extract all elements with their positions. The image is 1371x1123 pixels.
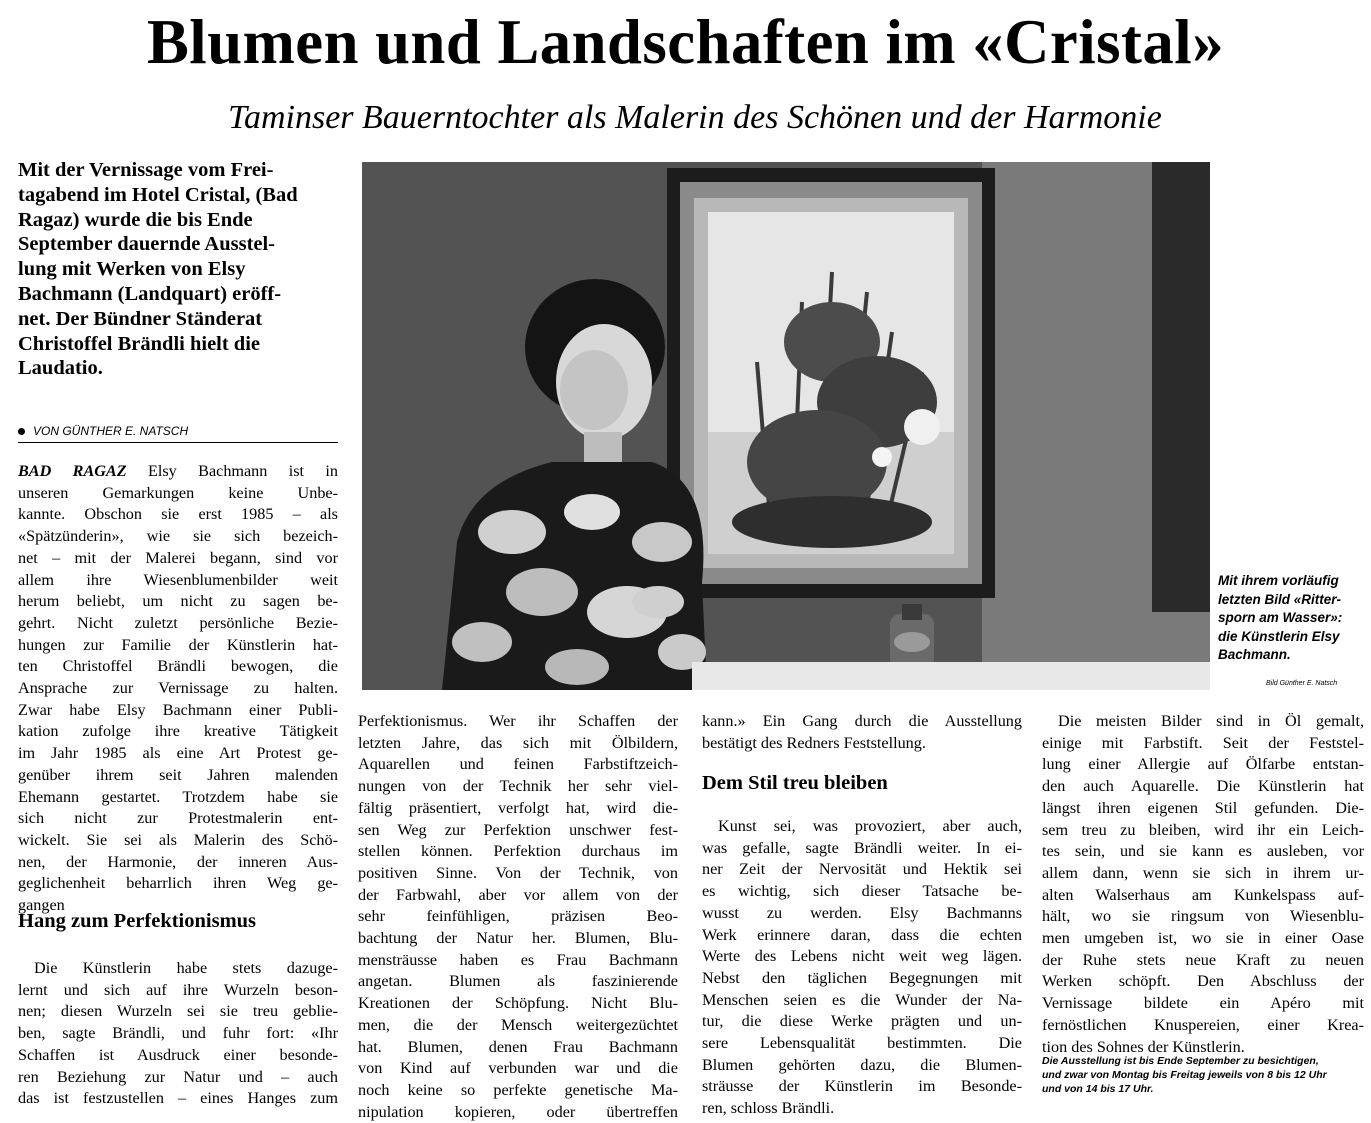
text-line: Zwar habe Elsy Bachmann einer Publi-	[18, 700, 338, 719]
text-line: kannte. Obschon sie erst 1985 – als	[18, 505, 338, 524]
text-line: tes sein, und sie kann es ausleben, vor	[1042, 842, 1364, 861]
text-line: hungen zur Familie der Künstlerin hat-	[18, 635, 338, 654]
text-line: net – mit der Malerei begann, sind vor	[18, 548, 338, 567]
text-line: stellen können. Perfektion durchaus im	[358, 842, 678, 861]
text-line: genüber ihrem seit Jahren malenden	[18, 765, 338, 784]
text-line: wickelt. Sie sei als Malerin des Schö-	[18, 830, 338, 849]
lead-line: Laudatio.	[18, 357, 103, 380]
text-line: sem treu zu bleiben, wird ihr ein Leich-	[1042, 820, 1364, 839]
lead-line: Bachmann (Landquart) eröff-	[18, 282, 282, 305]
text-line: Kunst sei, was provoziert, aber auch,	[718, 817, 1022, 835]
text-line: bachtung der Natur her. Blumen, Blu-	[358, 929, 678, 948]
byline-text: VON GÜNTHER E. NATSCH	[33, 424, 189, 438]
text-line: angetan. Blumen als faszinierende	[358, 972, 678, 991]
text-line: lung einer Allergie auf Ölfarbe entstan-	[1042, 755, 1364, 774]
text-line: Ansprache zur Vernissage zu halten.	[18, 679, 338, 698]
note-line: und zwar von Montag bis Freitag jeweils von 8 bis 12 Uhr	[1042, 1069, 1327, 1081]
text-line: Werken schöpft. Den Abschluss der	[1042, 972, 1364, 991]
text-line: men umgeben ist, wo sie in einer Oase	[1042, 929, 1364, 948]
caption-line: letzten Bild «Ritter-	[1218, 591, 1342, 607]
text-line: herum beliebt, um nicht zu sagen be-	[18, 592, 338, 611]
text-line: nungen von der Technik her sehr viel-	[358, 777, 678, 796]
text-line: Aquarellen und feinen Farbstiftzeich-	[358, 755, 678, 774]
text-line: Elsy Bachmann ist in	[148, 462, 338, 480]
text-line: unseren Gemarkungen keine Unbe-	[18, 483, 338, 502]
text-line: ren, schloss Brändli.	[702, 1099, 835, 1118]
text-line: Menschen seien es die Wunder der Na-	[702, 990, 1022, 1009]
lead-line: Ragaz) wurde die bis Ende	[18, 208, 253, 231]
text-line: nen, der Harmonie, der inneren Aus-	[18, 852, 338, 871]
lead-line: Christoffel Brändli hielt die	[18, 332, 261, 355]
text-line: bestätigt des Redners Feststellung.	[702, 733, 926, 752]
text-line: im Jahr 1985 als eine Art Protest ge-	[18, 744, 338, 763]
text-line: es wichtig, sich dieser Tatsache be-	[702, 882, 1022, 901]
text-line: positiven Sinne. Von der Technik, von	[358, 863, 678, 882]
body-column-3-continued	[702, 816, 1022, 1120]
caption-line: die Künstlerin Elsy	[1218, 628, 1340, 644]
lead-line: tagabend im Hotel Cristal, (Bad	[18, 183, 298, 206]
text-line: alten Walserhaus am Kunkelspass auf-	[1042, 885, 1364, 904]
text-line: tion des Sohnes der Künstlerin.	[1042, 1037, 1245, 1056]
text-line: sehr feinfühligen, präzisen Beo-	[358, 907, 678, 926]
text-line: wusst zu werden. Elsy Bachmanns	[702, 903, 1022, 922]
body-column-2	[358, 711, 678, 1123]
text-line: mensträusse haben es Frau Bachmann	[358, 950, 678, 969]
lead-line: lung mit Werken von Elsy	[18, 258, 246, 281]
text-line: nipulation kopieren, oder übertreffen	[358, 1102, 678, 1121]
text-line: das ist festzustellen – eines Hanges zum	[18, 1089, 338, 1108]
text-line: der Ruhe stets neue Kraft zu neuen	[1042, 950, 1364, 969]
text-line: kann.» Ein Gang durch die Ausstellung	[702, 712, 1022, 730]
body-column-1-continued	[18, 958, 338, 1110]
text-line: tur, die diese Werke prägten und un-	[702, 1012, 1022, 1031]
photo-credit: Bild Günther E. Natsch	[1266, 680, 1338, 687]
text-line: hält, wo sie ringsum von Wiesenblu-	[1042, 907, 1364, 926]
text-line: Blumen gehörten dazu, die Blumen-	[702, 1055, 1022, 1074]
text-line: ner Zeit der Nervosität und Hektik sei	[702, 860, 1022, 879]
dateline: BAD RAGAZ	[18, 462, 127, 480]
text-line: ben, sagte Brändli, und fuhr fort: «Ihr	[18, 1024, 338, 1043]
photo-illustration	[362, 162, 1210, 690]
text-line: Ehemann gestartet. Trotzdem habe sie	[18, 787, 338, 806]
text-line: kation zufolge ihre kreative Tätigkeit	[18, 722, 338, 741]
lead-line: Mit der Vernissage vom Frei-	[18, 159, 274, 181]
caption-line: Mit ihrem vorläufig	[1218, 573, 1339, 588]
text-line: längst ihren eigenen Stil gefunden. Die-	[1042, 798, 1364, 817]
text-line: fernöstlichen Knuspereien, einer Krea-	[1042, 1015, 1364, 1034]
text-line: von Kind auf verbunden war und die	[358, 1059, 678, 1078]
text-line: Werte des Lebens nicht weit weg lägen.	[702, 947, 1022, 966]
text-line: was gefalle, sagte Brändli weiter. In ei-	[702, 838, 1022, 857]
text-line	[18, 461, 338, 483]
text-line: Nebst den täglichen Begegnungen mit	[702, 968, 1022, 987]
text-line: noch keine so perfekte genetische Ma-	[358, 1080, 678, 1099]
text-line: men, die der Mensch weitergezüchtet	[358, 1015, 678, 1034]
caption-line: Bachmann.	[1218, 647, 1291, 662]
text-line: der Farbwahl, aber vor allem von der	[358, 885, 678, 904]
text-line: nen; diesen Wurzeln sei sie treu geblie-	[18, 1002, 338, 1021]
text-line: Die meisten Bilder sind in Öl gemalt,	[1058, 712, 1364, 730]
section-heading: Hang zum Perfektionismus	[18, 910, 257, 932]
text-line: Kreationen der Schöpfung. Nicht Blu-	[358, 994, 678, 1013]
text-line: den auch Aquarelle. Die Künstlerin hat	[1042, 777, 1364, 796]
text-line: gangen	[18, 896, 65, 915]
text-line: Die Künstlerin habe stets dazuge-	[34, 959, 338, 977]
text-line: ren Beziehung zur Natur und – auch	[18, 1067, 338, 1086]
lead-line: September dauernde Ausstel-	[18, 233, 276, 256]
text-line: hat. Blumen, denen Frau Bachmann	[358, 1037, 678, 1056]
article-photo	[362, 162, 1210, 690]
text-line: sich nicht zur Protestmalerin ent-	[18, 809, 338, 828]
subtitle: Taminser Bauerntochter als Malerin des Schönen und der Harmonie	[228, 99, 1162, 136]
note-line: Die Ausstellung ist bis Ende September zu besichtigen,	[1042, 1055, 1319, 1067]
text-line: Werk erinnere daran, dass die echten	[702, 925, 1022, 944]
divider	[18, 442, 338, 443]
text-line: lernt und sich auf ihre Wurzeln beson-	[18, 980, 338, 999]
text-line: allem ihre Wiesenblumenbilder weit	[18, 570, 338, 589]
body-column-3	[702, 711, 1022, 754]
text-line: Perfektionismus. Wer ihr Schaffen der	[358, 712, 678, 730]
text-line: gehrt. Nicht zuletzt persönliche Bezie-	[18, 613, 338, 632]
text-line: geglichenheit beharrlich ihren Weg ge-	[18, 874, 338, 893]
note-line: und von 14 bis 17 Uhr.	[1042, 1083, 1154, 1095]
text-line: sere Lebensqualität bestimmten. Die	[702, 1034, 1022, 1053]
text-line: Schaffen ist Ausdruck einer besonde-	[18, 1045, 338, 1064]
lead-line: net. Der Bündner Ständerat	[18, 307, 263, 330]
text-line: sen Weg zur Perfektion unschwer fest-	[358, 820, 678, 839]
caption-line: sporn am Wasser»:	[1218, 610, 1343, 625]
byline	[18, 424, 338, 438]
text-line: letzten Jahre, das sich mit Ölbildern,	[358, 733, 678, 752]
headline: Blumen und Landschaften im «Cristal»	[146, 6, 1225, 77]
text-line: «Spätzünderin», wie sie sich bezeich-	[18, 527, 338, 546]
text-line: fältig präsentiert, verfolgt hat, wird die-	[358, 798, 678, 817]
body-column-4	[1042, 711, 1364, 1058]
text-line: sträusse der Künstlerin im Besonde-	[702, 1077, 1022, 1096]
text-line: ten Christoffel Brändli bewogen, die	[18, 657, 338, 676]
bullet-icon	[18, 428, 25, 435]
photo-caption	[1218, 572, 1368, 665]
text-line: Vernissage bildete ein Apéro mit	[1042, 994, 1364, 1013]
exhibition-note	[1042, 1054, 1364, 1096]
text-line: allem dann, wenn sie sich in ihrem ur-	[1042, 863, 1364, 882]
lead-paragraph	[18, 158, 348, 381]
text-line: einige mit Farbstift. Seit der Feststel-	[1042, 733, 1364, 752]
section-heading: Dem Stil treu bleiben	[702, 772, 888, 794]
body-column-1	[18, 461, 338, 917]
